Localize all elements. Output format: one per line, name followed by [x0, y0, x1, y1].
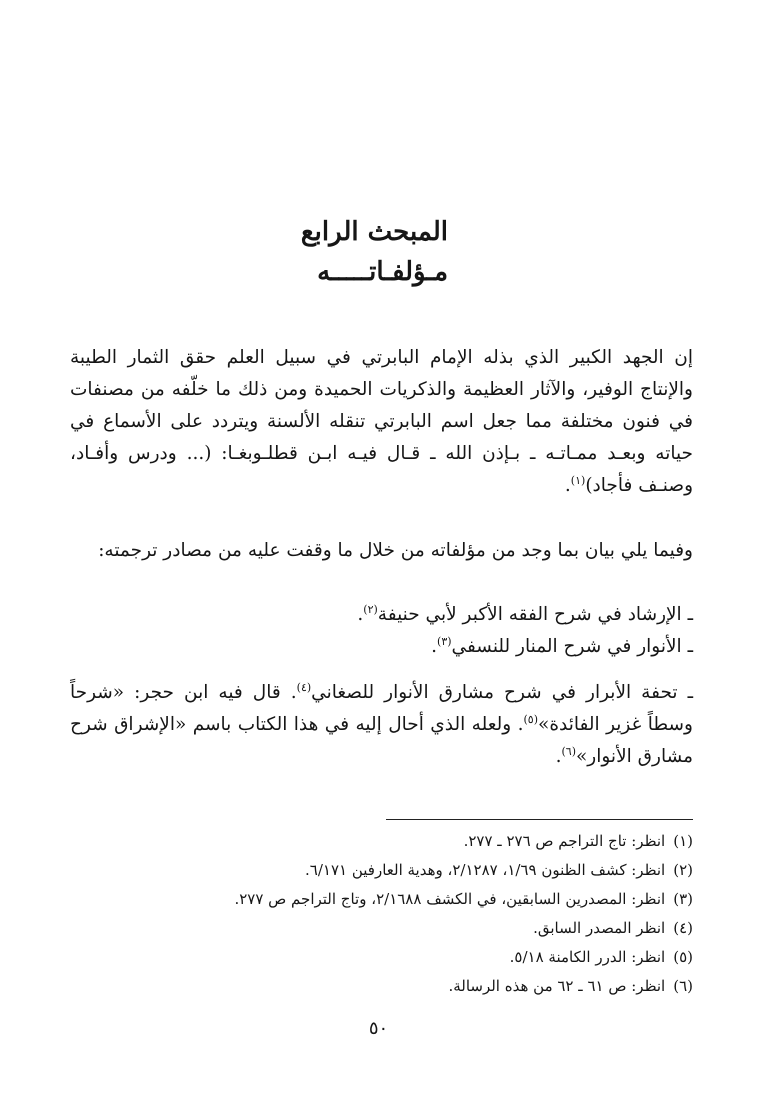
work-item	[70, 631, 693, 663]
footnote-text: انظر: الدرر الكامنة ٥/١٨.	[509, 948, 666, 966]
page-number: ٥٠	[368, 1018, 389, 1039]
punctuation: .	[431, 636, 438, 657]
section-title: المبحث الرابع	[300, 217, 448, 247]
intro-paragraph	[70, 342, 693, 502]
footnote-ref: (١)	[570, 473, 586, 487]
footnote-text: انظر: ص ٦١ ـ ٦٢ من هذه الرسالة.	[448, 977, 666, 995]
footnote-ref: (٢)	[363, 602, 378, 616]
footnote-text: انظر: تاج التراجم ص ٢٧٦ ـ ٢٧٧.	[463, 832, 666, 850]
footnote-text: انظر المصدر السابق.	[533, 919, 666, 937]
work-note: . قال فيه ابن حجر: «شرحاً وسطاً غزير الفائدة»	[70, 682, 693, 735]
punctuation: .	[555, 746, 562, 767]
footnote	[70, 829, 693, 853]
intro-text: إن الجهد الكبير الذي بذله الإمام البابرتي في سبيل العلم حقق الثمار الطيبة والإنتاج الوفير، والآثار العظيمة والذكريات الحميدة ومن ذلك ما خلّفه من مصنفات في فنون مختلفة مما جعل اسم البابرتي تنقله الألسنة ويتردد على الأسماع في حياته وبعـد ممـاتـه ـ بـإذن الله ـ قـال فيـه ابـن قطلـوبغـا: (... ودرس وأفـاد، وصنـف فأجاد)	[70, 347, 693, 496]
work-title: ـ الإرشاد في شرح الفقه الأكبر لأبي حنيفة	[377, 604, 693, 625]
footnote-number: (٣)	[673, 890, 693, 908]
footnote-divider	[386, 819, 693, 820]
footnote-number: (١)	[673, 832, 693, 850]
work-title: ـ الأنوار في شرح المنار للنسفي	[451, 636, 693, 657]
footnote-number: (٥)	[673, 948, 693, 966]
list-intro-paragraph: وفيما يلي بيان بما وجد من مؤلفاته من خلال ما وقفت عليه من مصادر ترجمته:	[98, 540, 693, 561]
work-item-long	[70, 677, 693, 773]
footnote	[70, 916, 693, 940]
footnote-number: (٤)	[673, 919, 693, 937]
footnote-text: انظر: كشف الظنون ١/٦٩، ٢/١٢٨٧، وهدية العارفين ٦/١٧١.	[305, 861, 666, 879]
footnote-ref: (٥)	[523, 712, 539, 726]
punctuation: .	[357, 604, 364, 625]
footnote-number: (٦)	[673, 977, 693, 995]
work-title: ـ تحفة الأبرار في شرح مشارق الأنوار للصغاني	[311, 682, 693, 703]
footnote	[70, 887, 693, 911]
footnote-ref: (٣)	[437, 634, 452, 648]
footnote	[70, 974, 693, 998]
footnote	[70, 945, 693, 969]
work-item	[70, 599, 693, 631]
footnote	[70, 858, 693, 882]
footnote-ref: (٤)	[296, 680, 312, 694]
work-note: . ولعله الذي أحال إليه في هذا الكتاب باسم «الإشراق شرح مشارق الأنوار»	[70, 714, 693, 767]
footnote-ref: (٦)	[561, 744, 576, 758]
footnote-text: انظر: المصدرين السابقين، في الكشف ٢/١٦٨٨، وتاج التراجم ص ٢٧٧.	[234, 890, 666, 908]
footnote-number: (٢)	[673, 861, 693, 879]
punctuation: .	[564, 475, 571, 496]
section-subtitle: مـؤلفـاتـــــه	[317, 257, 448, 287]
